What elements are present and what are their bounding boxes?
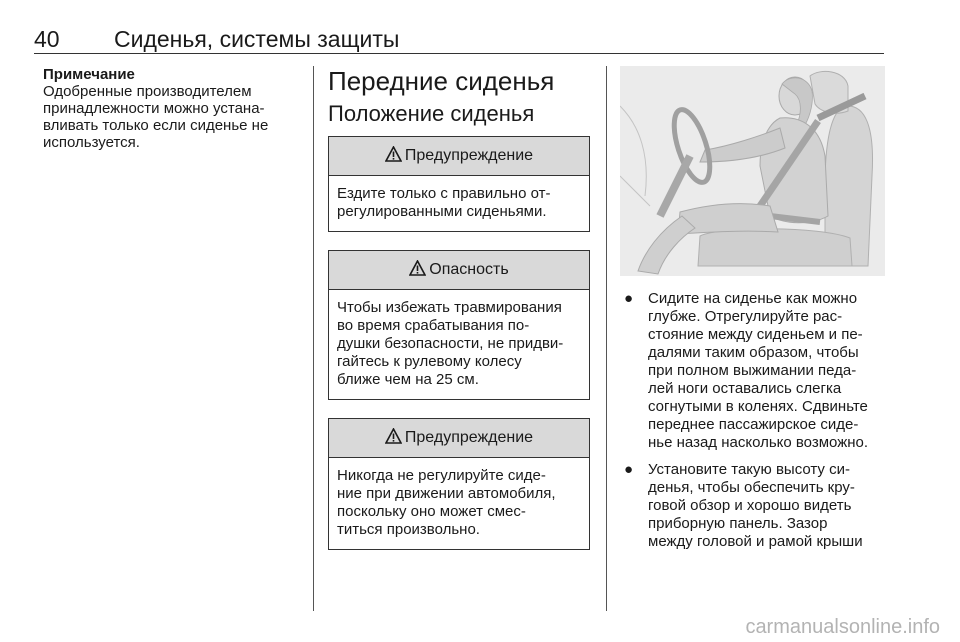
section-title: Передние сиденья (328, 66, 555, 96)
column-note (43, 66, 301, 151)
box-line: регулированными сиденьями. (337, 203, 547, 220)
seated-driver-illustration (620, 66, 885, 276)
column-divider-2 (606, 66, 607, 611)
danger-box-title: Опасность (429, 261, 509, 278)
warning-box-body (329, 176, 589, 231)
warning-box-title: Предупреждение (404, 429, 534, 446)
note-line: принадлежности можно устана- (43, 100, 265, 117)
danger-box-body (329, 290, 589, 399)
column-front-seats (328, 66, 590, 568)
header-divider (34, 53, 884, 54)
column-seat-position (620, 66, 890, 560)
list-item (620, 461, 890, 551)
page-number: 40 (34, 26, 60, 52)
bullet-line: говой обзор и хорошо видеть (648, 497, 852, 514)
column-divider-1 (313, 66, 314, 611)
instruction-list (620, 290, 890, 551)
page-header (34, 24, 884, 54)
warning-triangle-icon (409, 260, 426, 281)
box-line: ближе чем на 25 см. (337, 371, 479, 388)
subsection-title: Положение сиденья (328, 101, 535, 126)
box-line: душки безопасности, не придви- (337, 335, 564, 352)
bullet-line: стояние между сиденьем и пе- (648, 326, 863, 343)
box-line: гайтесь к рулевому колесу (337, 353, 522, 370)
note-text (43, 83, 301, 151)
warning-box-header (329, 419, 589, 458)
bullet-line: между головой и рамой крыши (648, 533, 863, 550)
warning-box (328, 418, 590, 550)
warning-triangle-icon (385, 146, 402, 167)
box-line: во время срабатывания по- (337, 317, 530, 334)
bullet-line: денья, чтобы обеспечить кру- (648, 479, 855, 496)
list-item (620, 290, 890, 452)
bullet-line: переднее пассажирское сиде- (648, 416, 859, 433)
bullet-line: приборную панель. Зазор (648, 515, 828, 532)
page-title: Сиденья, системы защиты (114, 26, 400, 52)
box-line: Чтобы избежать травмирования (337, 299, 562, 316)
danger-box-header (329, 251, 589, 290)
note-line: Одобренные производителем (43, 83, 252, 100)
bullet-line: далями таким образом, чтобы (648, 344, 859, 361)
box-line: поскольку оно может смес- (337, 503, 526, 520)
note-line: вливать только если сиденье не (43, 117, 269, 134)
warning-box-body (329, 458, 589, 549)
note-line: используется. (43, 134, 140, 151)
bullet-line: глубже. Отрегулируйте рас- (648, 308, 843, 325)
bullet-line: Установите такую высоту си- (648, 461, 850, 478)
warning-box (328, 136, 590, 232)
box-line: Никогда не регулируйте сиде- (337, 467, 546, 484)
warning-box-title: Предупреждение (404, 147, 534, 164)
bullet-icon: ● (624, 461, 634, 478)
note-heading: Примечание (43, 66, 135, 83)
bullet-line: согнутыми в коленях. Сдвиньте (648, 398, 868, 415)
danger-box (328, 250, 590, 400)
watermark-text: carmanualsonline.info (745, 616, 940, 638)
bullet-icon: ● (624, 290, 634, 307)
bullet-line: лей ноги оставались слегка (648, 380, 842, 397)
box-line: титься произвольно. (337, 521, 480, 538)
box-line: Ездите только с правильно от- (337, 185, 551, 202)
box-line: ние при движении автомобиля, (337, 485, 556, 502)
warning-triangle-icon (385, 428, 402, 449)
bullet-line: при полном выжимании педа- (648, 362, 857, 379)
bullet-line: Сидите на сиденье как можно (648, 290, 858, 307)
warning-box-header (329, 137, 589, 176)
bullet-line: нье назад насколько возможно. (648, 434, 869, 451)
